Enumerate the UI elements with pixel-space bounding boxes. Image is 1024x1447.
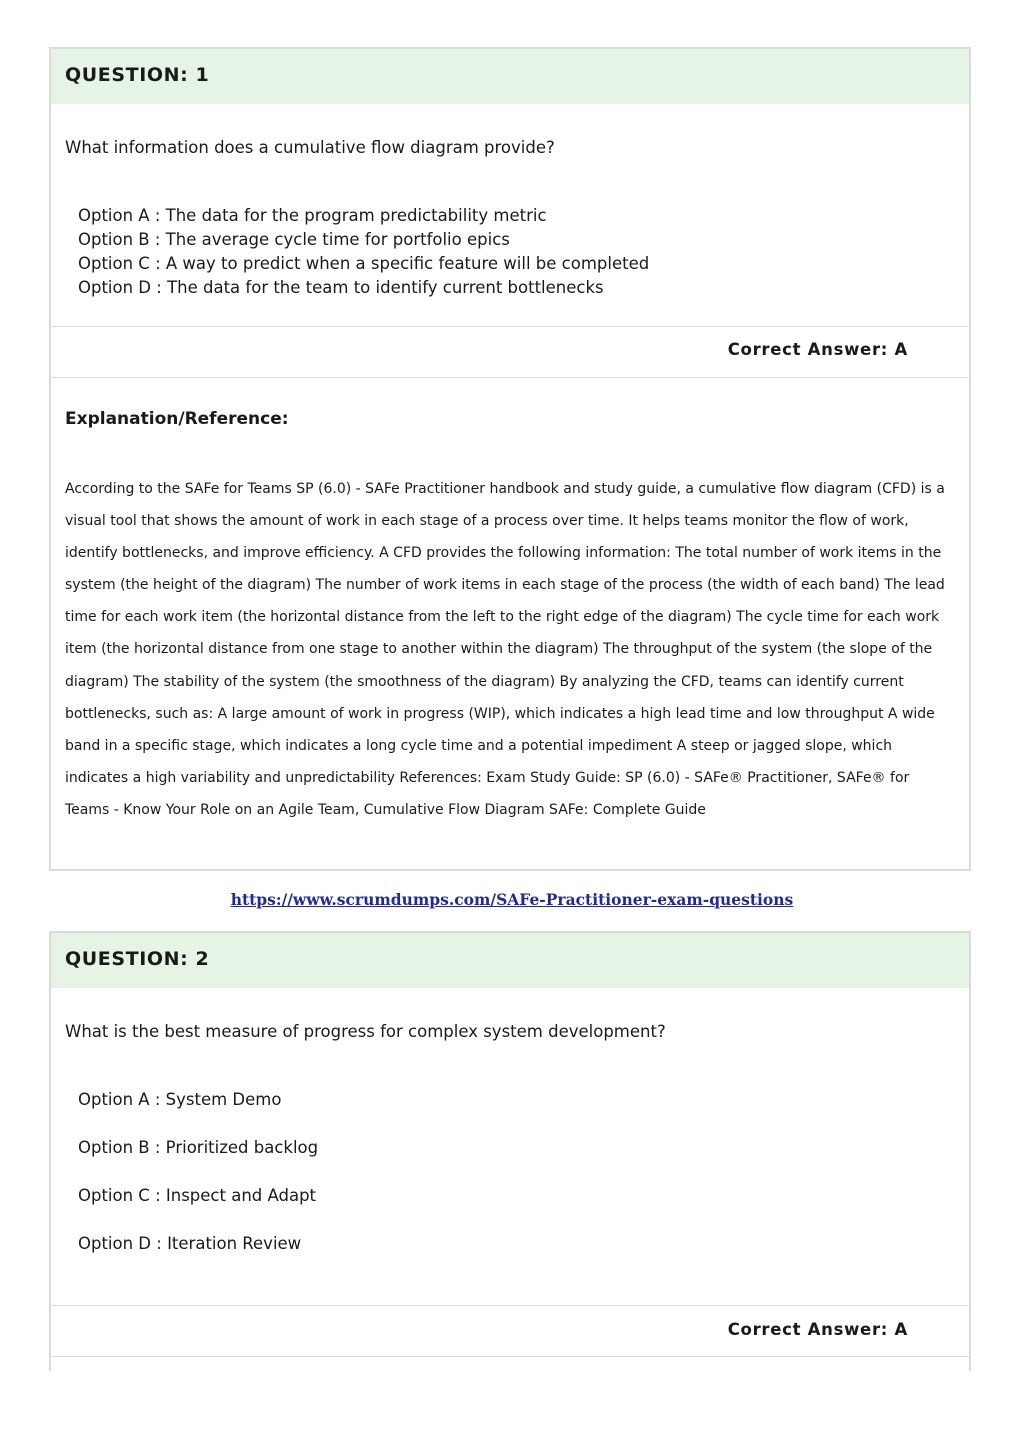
correct-answer: Correct Answer: A	[727, 1320, 908, 1339]
option-d: Option D : The data for the team to identify current bottlenecks	[78, 278, 604, 297]
question-title: QUESTION: 1	[65, 64, 210, 86]
question-text: What is the best measure of progress for complex system development?	[65, 1022, 666, 1041]
divider	[51, 377, 969, 378]
divider	[51, 1305, 969, 1306]
divider	[51, 326, 969, 327]
option-c: Option C : A way to predict when a specific feature will be completed	[78, 254, 650, 273]
question-card-1	[49, 47, 971, 871]
explanation-heading: Explanation/Reference:	[65, 409, 289, 429]
option-b: Option B : Prioritized backlog	[78, 1138, 319, 1157]
exam-questions-link[interactable]: https://www.scrumdumps.com/SAFe-Practitioner-exam-questions	[230, 890, 794, 909]
option-a: Option A : System Demo	[78, 1090, 282, 1109]
explanation-text: According to the SAFe for Teams SP (6.0) - SAFe Practitioner handbook and study guide, a cumulative flow diagram (CFD) is a visual tool that shows the amount of work in each stage of a process over time. It helps teams monitor the flow of work, identify bottlenecks, and improve efficiency. A CFD provides the following information: The total number of work items in the system (the height of the diagram) The number of work items in each stage of the process (the width of each band) The lead time for each work item (the horizontal distance from the left to the right edge of the diagram) The cycle time for each work item (the horizontal distance from one stage to another within the diagram) The throughput of the system (the slope of the diagram) The stability of the system (the smoothness of the diagram) By analyzing the CFD, teams can identify current bottlenecks, such as: A large amount of work in progress (WIP), which indicates a high lead time and low throughput A wide band in a specific stage, which indicates a long cycle time and a potential impediment A steep or jagged slope, which indicates a high variability and unpredictability References: Exam Study Guide: SP (6.0) - SAFe® Practitioner, SAFe® for Teams - Know Your Role on an Agile Team, Cumulative Flow Diagram SAFe: Complete Guide	[65, 481, 945, 818]
option-b: Option B : The average cycle time for portfolio epics	[78, 230, 510, 249]
option-c: Option C : Inspect and Adapt	[78, 1186, 317, 1205]
question-text: What information does a cumulative flow diagram provide?	[65, 138, 555, 157]
question-title: QUESTION: 2	[65, 948, 210, 970]
option-a: Option A : The data for the program predictability metric	[78, 206, 547, 225]
divider	[51, 1356, 969, 1357]
question-header	[51, 933, 969, 988]
option-d: Option D : Iteration Review	[78, 1234, 302, 1253]
correct-answer: Correct Answer: A	[727, 340, 908, 359]
question-header	[51, 49, 969, 104]
question-card-2	[49, 931, 971, 1371]
